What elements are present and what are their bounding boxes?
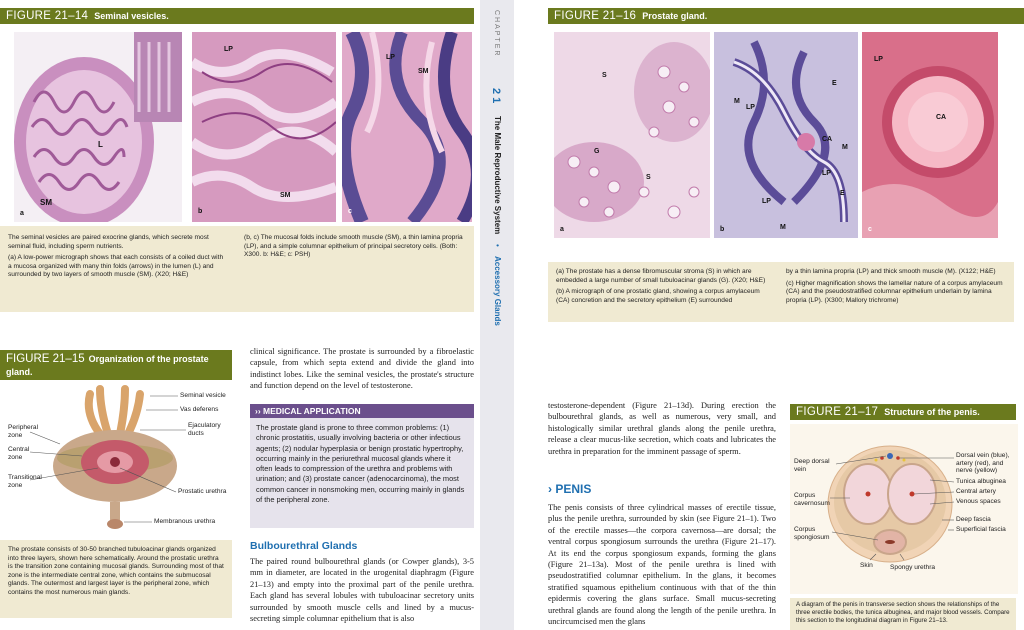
micrograph-b-image: [714, 32, 858, 238]
label-s: S: [602, 72, 607, 79]
panel-label-b: b: [198, 208, 203, 215]
label-m: M: [842, 144, 848, 151]
bulbourethral-heading: Bulbourethral Glands: [250, 540, 358, 552]
body-paragraph: clinical significance. The prostate is surrounded by a fibroelastic capsule, from which septa extend and divide the gland into indistinct lobes. Like the seminal vesicles, the prostate's structure and function depend on the level of testosterone.: [250, 347, 474, 391]
label-ca: CA: [822, 136, 833, 143]
figure-21-16-header: [548, 8, 1024, 24]
body-paragraph: The paired round bulbourethral glands (or Cowper glands), 3-5 mm in diameter, are located in the urogenital diaphragm (Figure 21–13) and empty into the proximal part of the penile urethra. Each gland has several lobules with tubuloacinar secretory units surrounded by smooth muscle cells and lined by a mucus-secreting simple columnar epithelium that is also: [250, 557, 474, 624]
label-deep-dorsal-vein: Deep dorsal vein: [794, 458, 830, 473]
figure-title: Prostate gland.: [642, 11, 708, 21]
label-transitional-zone: Transitional zone: [8, 474, 42, 489]
medical-application-box: [250, 404, 474, 528]
figure-title: Seminal vesicles.: [94, 11, 169, 21]
label-prostatic-urethra: Prostatic urethra: [178, 488, 227, 495]
micrograph-a-image: [14, 32, 182, 222]
label-central-zone: Central zone: [8, 446, 30, 461]
chapter-title: The Male Reproductive System: [493, 116, 502, 235]
panel-label-a: a: [20, 210, 24, 217]
label-sm: SM: [418, 68, 429, 75]
label-lp: LP: [224, 46, 233, 53]
chapter-spine: [480, 0, 514, 630]
label-ejaculatory-ducts: Ejaculatory ducts: [188, 422, 221, 437]
label-corpus-spongiosum: Corpus spongiosum: [794, 526, 830, 541]
label-lp: LP: [874, 56, 883, 63]
figure-21-17-caption: [790, 598, 1016, 630]
label-m: M: [780, 224, 786, 231]
label-lp: LP: [822, 170, 831, 177]
caption-text: (b, c) The mucosal folds include smooth muscle (SM), a thin lamina propria (LP), and a simple columnar epithelium of principal secretory cells. (Both: X300. b: H&E; c: PSH): [244, 234, 463, 259]
label-dorsal-vein-artery-nerve: Dorsal vein (blue), artery (red), and nerve (yellow): [956, 452, 1010, 475]
chapter-label: CHAPTER: [493, 10, 500, 58]
label-corpus-cavernosum: Corpus cavernosum: [794, 492, 830, 507]
figure-21-14-caption: [0, 226, 474, 312]
seminal-vesicle-micrograph-a: [14, 32, 182, 222]
label-venous-spaces: Venous spaces: [956, 498, 1001, 505]
body-paragraph: The penis consists of three cylindrical masses of erectile tissue, plus the penile urethra, surrounded by skin (see Figure 21–1). Two of the erectile masses—the corpora cavernosa—are dorsal; the ventral corpus spongiosum surrounds the urethra (Figure 21–17). At its end the corpus spongiosum expands, forming the glans (Figure 21–13a). Most of the penile urethra is lined with pseudostratified columnar epithelium. In the glans, it becomes stratified squamous epithelium continuous with that of the thin epidermis covering the glans surface. Small mucus-secreting urethral glands are found along the length of the penile urethra. In uncircumcised men the glans: [548, 503, 776, 626]
label-g: G: [594, 148, 600, 155]
prostate-micrograph-a: [554, 32, 710, 238]
penis-heading-text: PENIS: [555, 482, 592, 496]
label-deep-fascia: Deep fascia: [956, 516, 991, 523]
figure-21-14-header: [0, 8, 474, 24]
label-spongy-urethra: Spongy urethra: [890, 564, 936, 571]
figure-title: Organization of the prostate gland.: [6, 354, 209, 377]
label-e: E: [832, 80, 837, 87]
chapter-number: 21: [490, 88, 502, 107]
figure-21-15-caption: [0, 540, 232, 618]
label-e: E: [840, 190, 845, 197]
spine-bullet: •: [493, 244, 502, 247]
label-superficial-fascia: Superficial fascia: [956, 526, 1006, 533]
seminal-vesicle-micrograph-c: [342, 32, 472, 222]
body-paragraph: testosterone-dependent (Figure 21–13d). During erection the bulbourethral glands, as well as numerous, very small, and histologically similar urethral glands along the penile urethra, release a clear mucus-like secretion, which coats and lubricates the urethra in preparation for the imminent passage of sperm.: [548, 401, 776, 456]
figure-number: FIGURE 21–15: [6, 353, 85, 365]
prostate-micrograph-c: [862, 32, 998, 238]
caption-text: (c) Higher magnification shows the lamellar nature of a corpus amylaceum (CA) and the pseudostratified columnar epithelium underlain by lamina propria (LP). (X300; Mallory trichrome): [786, 279, 1003, 304]
medical-application-title: MEDICAL APPLICATION: [263, 406, 361, 416]
penis-cross-section-diagram: [790, 424, 1018, 594]
label-s: S: [646, 174, 651, 181]
panel-label-a: a: [560, 226, 564, 233]
figure-number: FIGURE 21–17: [796, 406, 879, 418]
figure-title: Structure of the penis.: [884, 407, 980, 417]
caption-text: The seminal vesicles are paired exocrine glands, which secrete most seminal fluid, including sperm nutrients.: [8, 234, 209, 250]
caption-text: (b) A micrograph of one prostatic gland, showing a corpus amylaceum (CA) concretion and the secretory epithelium (E) surrounded: [556, 288, 760, 304]
seminal-vesicle-micrograph-b: [192, 32, 336, 222]
label-lp: LP: [386, 54, 395, 61]
caption-text: (a) A low-power micrograph shows that each consists of a coiled duct with a mucosa organized with many thin folds (arrows) in the lumen (L) and surrounded by two layers of smooth muscle (SM). (X20; H&E): [8, 254, 224, 279]
caption-text: by a thin lamina propria (LP) and thick smooth muscle (M). (X122; H&E): [786, 268, 996, 275]
label-central-artery: Central artery: [956, 488, 996, 495]
medical-application-text: The prostate gland is prone to three common problems: (1) chronic prostatitis, usually involving bacteria or other infectious agents; (2) nodular hyperplasia or benign prostatic hypertrophy, occurring mainly in the periurethral mucosal glands where it often leads to compression of the urethra and problems with urination; and (3) prostate cancer (adenocarcinoma), the most common cancer in nonsmoking men, occurring mainly in glands of the peripheral zone.: [256, 423, 465, 505]
label-lp: LP: [762, 198, 771, 205]
figure-21-17-header: [790, 404, 1016, 420]
medical-application-heading: ›› MEDICAL APPLICATION: [250, 404, 474, 418]
label-l: L: [98, 140, 103, 149]
micrograph-c-image: [342, 32, 472, 222]
label-m: M: [734, 98, 740, 105]
micrograph-a-image: [554, 32, 710, 238]
micrograph-b-image: [192, 32, 336, 222]
caption-text: (a) The prostate has a dense fibromuscular stroma (S) in which are embedded a large number of small tubuloacinar glands (G). (X20; H&E): [556, 268, 766, 284]
label-sm: SM: [280, 192, 291, 199]
panel-label-b: b: [720, 226, 725, 233]
label-lp: LP: [746, 104, 755, 111]
panel-label-c: c: [348, 208, 352, 215]
section-label: Accessory Glands: [493, 256, 502, 326]
label-sm: SM: [40, 198, 52, 207]
label-skin: Skin: [860, 562, 873, 569]
penis-heading: › PENIS: [548, 482, 592, 496]
figure-21-16-caption: [548, 262, 1014, 322]
prostate-diagram: [0, 384, 236, 534]
label-vas-deferens: Vas deferens: [180, 406, 219, 413]
caption-text: The prostate consists of 30-50 branched tubuloacinar glands organized into three layers, shown here schematically. Around the prostatic urethra is the transition zone containing mucosal glands. Surrounding most of that zone is the intermediate central zone, which contains the submucosal glands. The outermost and largest layer is the peripheral zone, which contains the most numerous main glands.: [8, 546, 224, 596]
figure-number: FIGURE 21–14: [6, 10, 89, 22]
prostate-micrograph-b: [714, 32, 858, 238]
label-seminal-vesicle: Seminal vesicle: [180, 392, 226, 399]
figure-21-15-header: [0, 350, 232, 380]
label-ca: CA: [936, 114, 947, 121]
caption-text: A diagram of the penis in transverse section shows the relationships of the three erectile bodies, the tunica albuginea, and major blood vessels. Compare this section to the longitudinal diagram in Figure 21–13.: [796, 601, 1010, 624]
figure-number: FIGURE 21–16: [554, 10, 637, 22]
panel-label-c: c: [868, 226, 872, 233]
label-tunica-albuginea: Tunica albuginea: [956, 478, 1006, 485]
label-peripheral-zone: Peripheral zone: [8, 424, 39, 439]
label-membranous-urethra: Membranous urethra: [154, 518, 216, 525]
